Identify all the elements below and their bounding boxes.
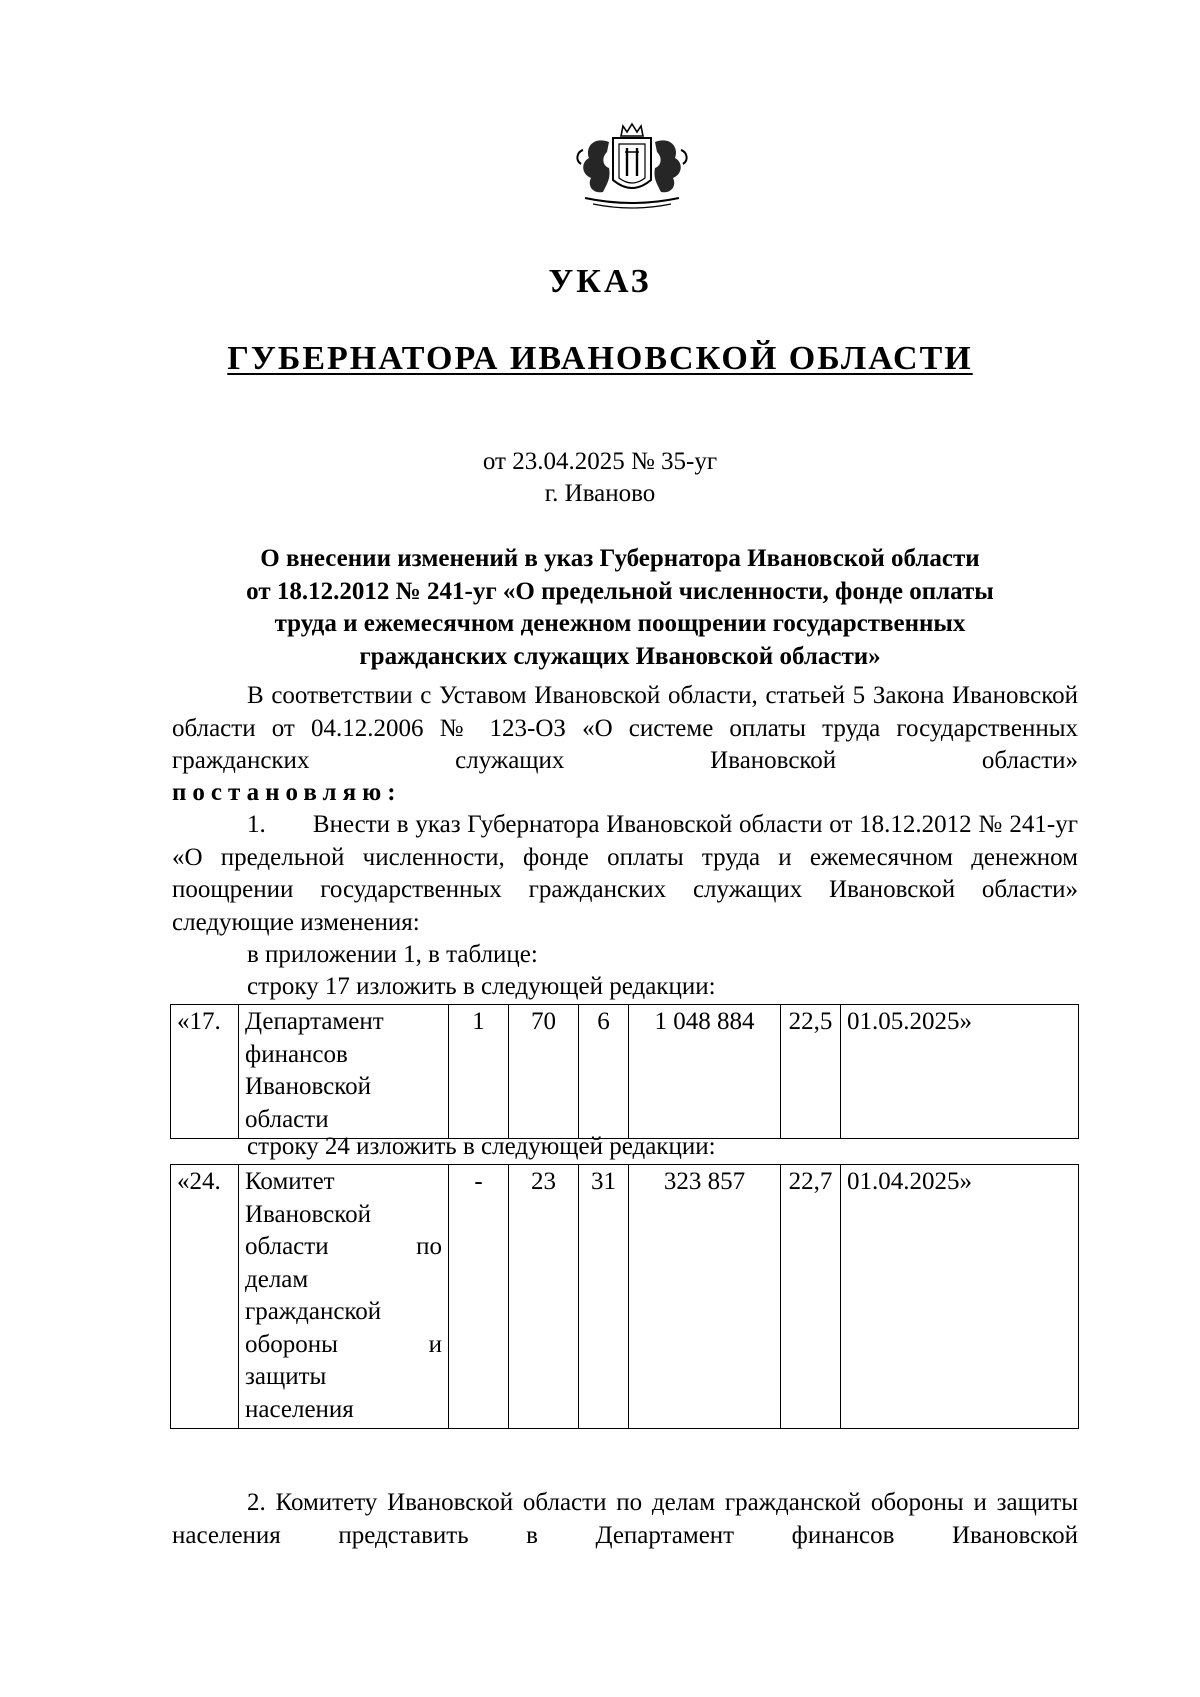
cell-c5: 22,7 <box>781 1165 841 1429</box>
document-title: УКАЗ <box>548 263 652 300</box>
table-row <box>171 1165 1079 1429</box>
decree-word: постановляю: <box>172 779 402 806</box>
cell-c3: 6 <box>579 1005 629 1139</box>
cell-c2: 70 <box>509 1005 579 1139</box>
row17-intro: строку 17 изложить в следующей редакции: <box>247 973 716 1000</box>
coat-of-arms-icon <box>563 122 701 212</box>
document-date-number: от 23.04.2025 № 35-уг <box>482 448 718 475</box>
cell-name: Департамент финансов Ивановской области <box>239 1005 449 1139</box>
row24-intro: строку 24 изложить в следующей редакции: <box>247 1133 716 1160</box>
document-city: г. Иваново <box>544 480 656 507</box>
cell-name: Комитет Ивановской области по делам гражданской обороны и защиты населения <box>239 1165 449 1429</box>
cell-c2: 23 <box>509 1165 579 1429</box>
cell-num: «24. <box>171 1165 239 1429</box>
document-authority: ГУБЕРНАТОРА ИВАНОВСКОЙ ОБЛАСТИ <box>227 340 973 377</box>
item-1: 1. Внести в указ Губернатора Ивановской области от 18.12.2012 № 241-уг «О предельной численности, фонде оплаты труда и ежемесячном денежном поощрении государственных гражданских служащих Ивановской области» следующие изменения: <box>172 811 1078 936</box>
cell-c4: 1 048 884 <box>629 1005 781 1139</box>
document-subject: О внесении изменений в указ Губернатора Ивановской области от 18.12.2012 № 241-уг «О предельной численности, фонде оплаты труда и ежемесячном денежном поощрении государственных гражданских служащих Ивановской области» <box>246 545 994 670</box>
cell-c5: 22,5 <box>781 1005 841 1139</box>
cell-num: «17. <box>171 1005 239 1139</box>
table-row24 <box>170 1164 1079 1429</box>
cell-c6: 01.04.2025» <box>841 1165 1079 1429</box>
cell-c1: 1 <box>449 1005 509 1139</box>
appendix-line: в приложении 1, в таблице: <box>247 941 538 968</box>
cell-c6: 01.05.2025» <box>841 1005 1079 1139</box>
cell-c3: 31 <box>579 1165 629 1429</box>
item-2: 2. Комитету Ивановской области по делам гражданской обороны и защиты населения представить в Департамент финансов Ивановской <box>172 1489 1078 1549</box>
table-row17 <box>170 1004 1079 1139</box>
preamble: В соответствии с Уставом Ивановской области, статьей 5 Закона Ивановской области от 04.12.2006 № 123-ОЗ «О системе оплаты труда государственных гражданских служащих Ивановской области» <box>172 682 1078 774</box>
cell-c4: 323 857 <box>629 1165 781 1429</box>
table-row <box>171 1005 1079 1139</box>
cell-c1: - <box>449 1165 509 1429</box>
